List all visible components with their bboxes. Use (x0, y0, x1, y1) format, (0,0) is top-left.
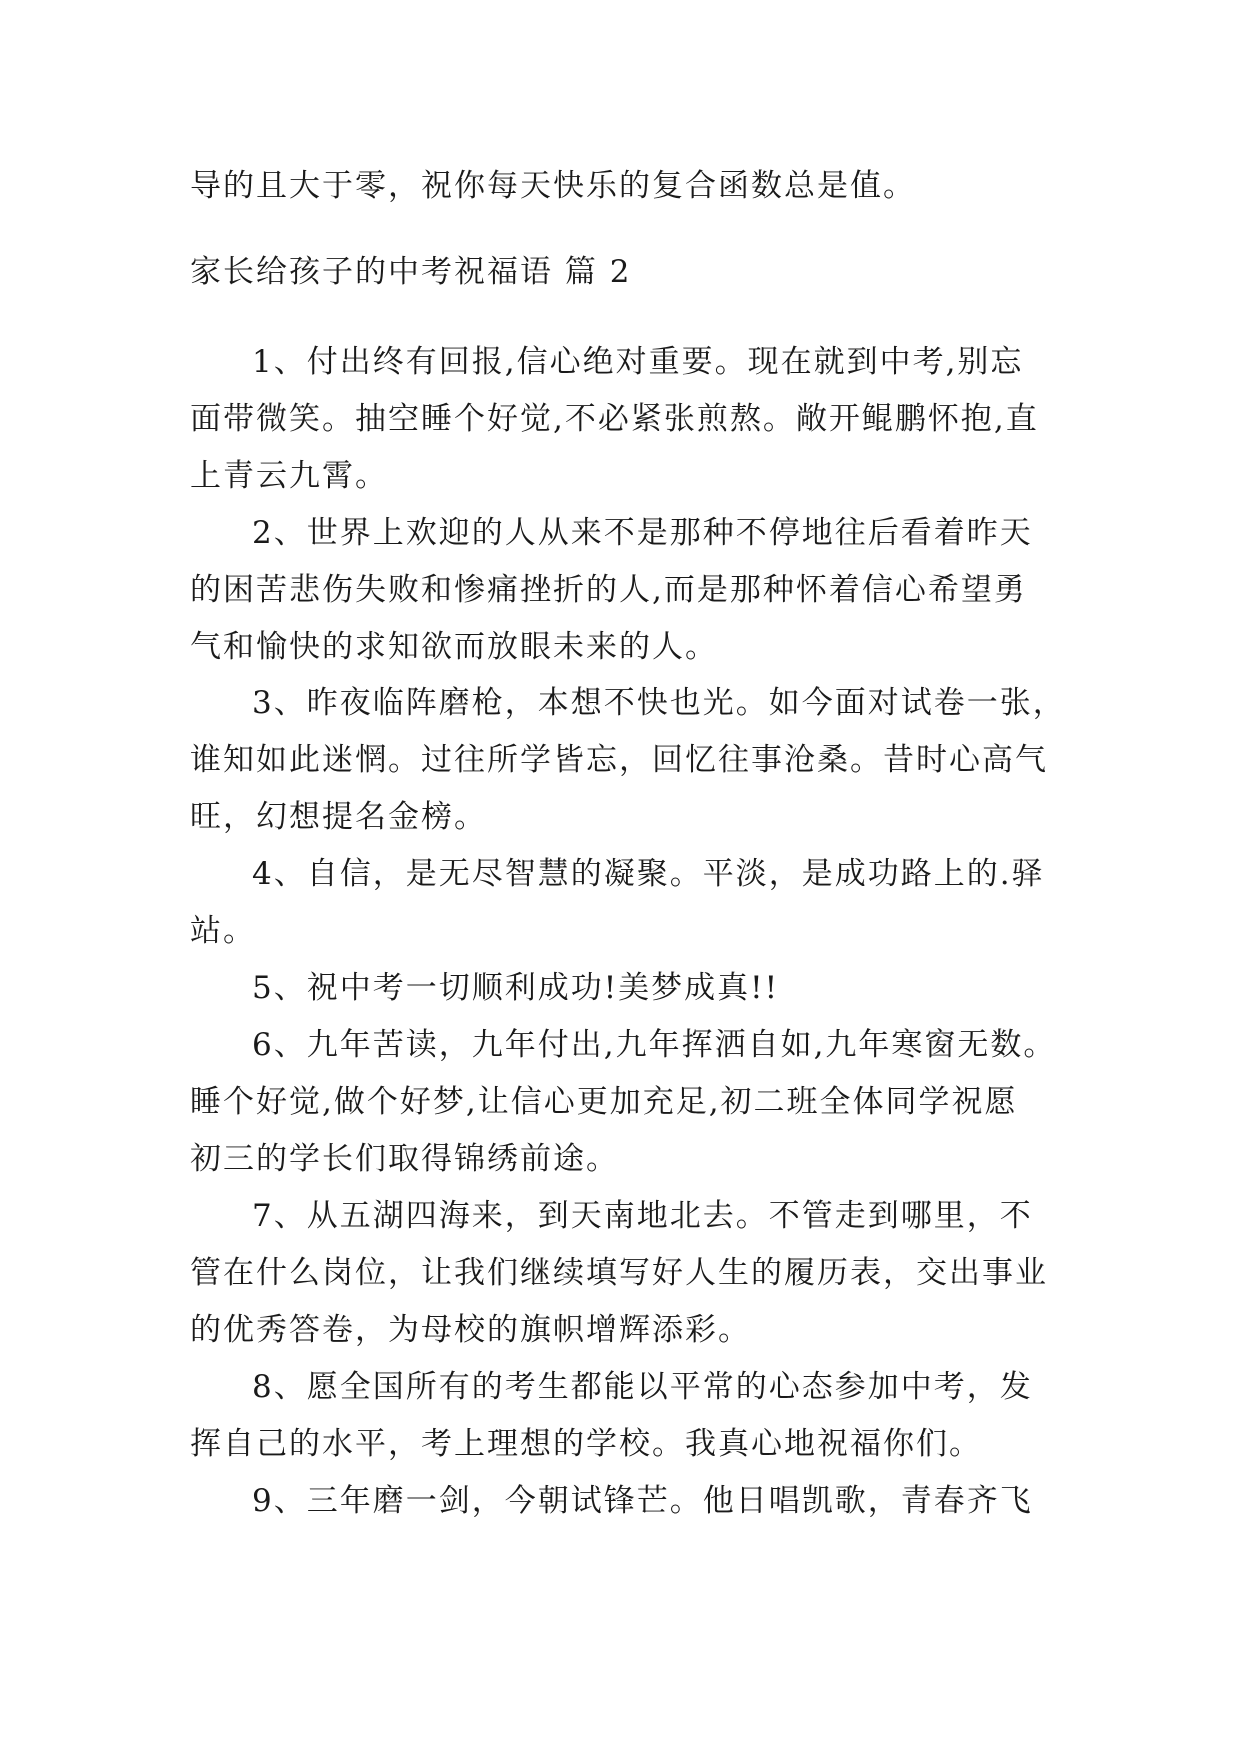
paragraph-1-line-2: 面带微笑。抽空睡个好觉,不必紧张煎熬。敞开鲲鹏怀抱,直 (190, 401, 1039, 437)
intro-tail-line: 导的且大于零，祝你每天快乐的复合函数总是值。 (190, 168, 916, 204)
paragraph-3-line-2: 谁知如此迷惘。过往所学皆忘，回忆往事沧桑。昔时心高气 (190, 742, 1048, 778)
paragraph-7-line-1: 7、从五湖四海来，到天南地北去。不管走到哪里，不 (252, 1198, 1033, 1234)
paragraph-6-line-2: 睡个好觉,做个好梦,让信心更加充足,初二班全体同学祝愿 (190, 1084, 1018, 1120)
paragraph-1-line-1: 1、付出终有回报,信心绝对重要。现在就到中考,别忘 (252, 344, 1024, 380)
paragraph-6-line-1: 6、九年苦读，九年付出,九年挥洒自如,九年寒窗无数。 (252, 1027, 1057, 1063)
section-title: 家长给孩子的中考祝福语 篇 2 (190, 254, 632, 290)
paragraph-2-line-2: 的困苦悲伤失败和惨痛挫折的人,而是那种怀着信心希望勇 (190, 572, 1027, 608)
paragraph-7-line-2: 管在什么岗位，让我们继续填写好人生的履历表，交出事业 (190, 1255, 1048, 1291)
paragraph-3-line-1: 3、昨夜临阵磨枪，本想不快也光。如今面对试卷一张， (252, 685, 1066, 721)
paragraph-9-line-1: 9、三年磨一剑，今朝试锋芒。他日唱凯歌，青春齐飞 (252, 1483, 1033, 1519)
paragraph-6-line-3: 初三的学长们取得锦绣前途。 (190, 1141, 619, 1177)
paragraph-7-line-3: 的优秀答卷，为母校的旗帜增辉添彩。 (190, 1312, 751, 1348)
paragraph-5-line-1: 5、祝中考一切顺利成功!美梦成真!! (252, 970, 780, 1006)
paragraph-1-line-3: 上青云九霄。 (190, 458, 388, 494)
paragraph-2-line-1: 2、世界上欢迎的人从来不是那种不停地往后看着昨天 (252, 515, 1033, 551)
paragraph-4-line-1: 4、自信，是无尽智慧的凝聚。平淡，是成功路上的.驿 (252, 856, 1045, 892)
paragraph-2-line-3: 气和愉快的求知欲而放眼未来的人。 (190, 629, 718, 665)
paragraph-8-line-1: 8、愿全国所有的考生都能以平常的心态参加中考，发 (252, 1369, 1033, 1405)
paragraph-3-line-3: 旺，幻想提名金榜。 (190, 799, 487, 835)
paragraph-4-line-2: 站。 (190, 913, 256, 949)
paragraph-8-line-2: 挥自己的水平，考上理想的学校。我真心地祝福你们。 (190, 1426, 982, 1462)
